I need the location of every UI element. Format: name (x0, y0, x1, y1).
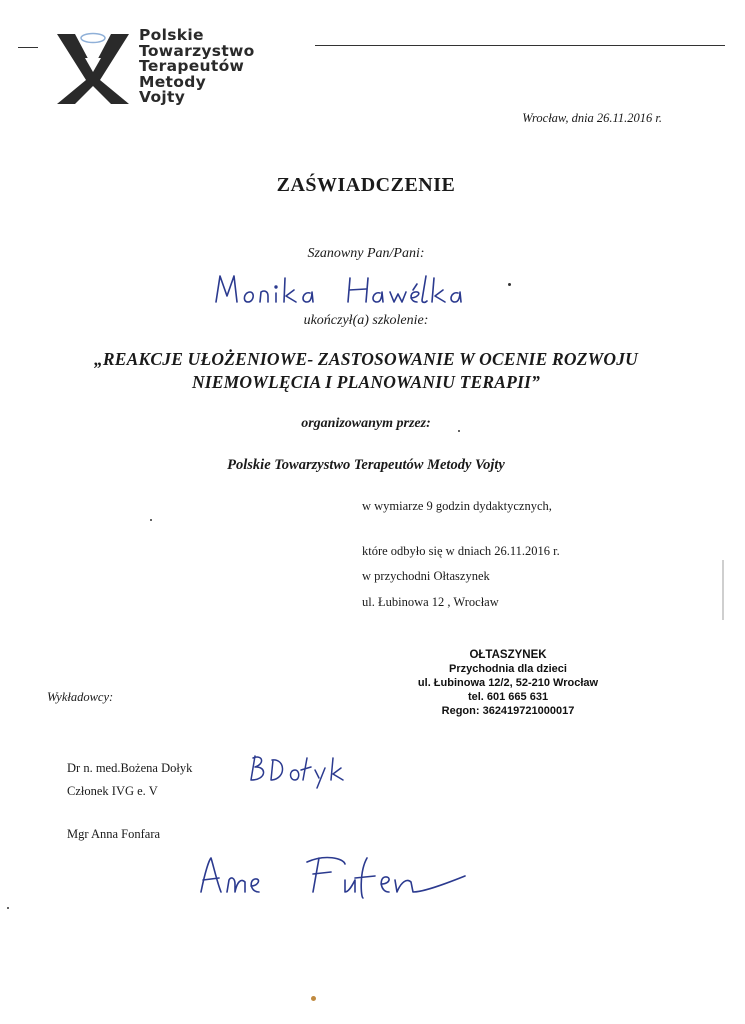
organizer-name: Polskie Towarzystwo Terapeutów Metody Vojty (227, 457, 505, 473)
lecturer2-name: Mgr Anna Fonfara (67, 827, 161, 841)
organized-by-label: organizowanym przez: (301, 416, 431, 431)
logo-text (139, 28, 255, 106)
course-title (30, 348, 702, 394)
stamp-line: OŁTASZYNEK (469, 649, 547, 661)
completed-label: ukończył(a) szkolenie: (303, 313, 429, 328)
logo-line: Polskie (139, 26, 204, 44)
stamp-line: tel. 601 665 631 (467, 691, 549, 703)
logo-line: Metody (139, 72, 206, 91)
scan-speck (508, 283, 511, 286)
greeting: Szanowny Pan/Pani: (307, 246, 425, 261)
logo-line: Towarzystwo (139, 41, 255, 60)
stamp-line: Regon: 362419721000017 (441, 705, 575, 717)
institution-stamp (392, 648, 624, 718)
document-title: ZAŚWIADCZENIE (276, 174, 456, 196)
stamp-line: Przychodnia dla dzieci (449, 663, 567, 675)
scan-speck (311, 996, 316, 1001)
recipient-name-handwriting (210, 270, 500, 310)
scan-speck (458, 430, 460, 432)
header-rule-right (315, 45, 725, 46)
lecturers-label: Wykładowcy: (47, 690, 114, 704)
dates-detail: które odbyło się w dniach 26.11.2016 r. (362, 544, 560, 558)
logo (55, 28, 305, 108)
lecturer1-role: Członek IVG e. V (67, 784, 158, 798)
logo-line: Vojty (139, 88, 186, 106)
lecturer1-signature (245, 750, 365, 790)
lecturer2-signature (195, 852, 475, 902)
logo-line: Terapeutów (139, 57, 245, 75)
vojta-logo-icon (55, 28, 135, 108)
course-title-line2: NIEMOWLĘCIA I PLANOWANIU TERAPII” (191, 372, 541, 392)
scan-speck (150, 519, 152, 521)
stamp-line: ul. Łubinowa 12/2, 52-210 Wrocław (417, 677, 599, 689)
scan-speck (7, 907, 9, 909)
header-rule-left (18, 47, 38, 48)
place-detail: w przychodni Ołtaszynek (362, 569, 490, 583)
course-title-line1: „REAKCJE UŁOŻENIOWE- ZASTOSOWANIE W OCENIE ROZWOJU (93, 349, 639, 369)
issue-date: Wrocław, dnia 26.11.2016 r. (522, 111, 662, 125)
address-detail: ul. Łubinowa 12 , Wrocław (362, 595, 499, 609)
lecturer1-name: Dr n. med.Bożena Dołyk (67, 761, 193, 775)
scan-edge-mark (722, 560, 724, 620)
hours-detail: w wymiarze 9 godzin dydaktycznych, (362, 499, 552, 513)
